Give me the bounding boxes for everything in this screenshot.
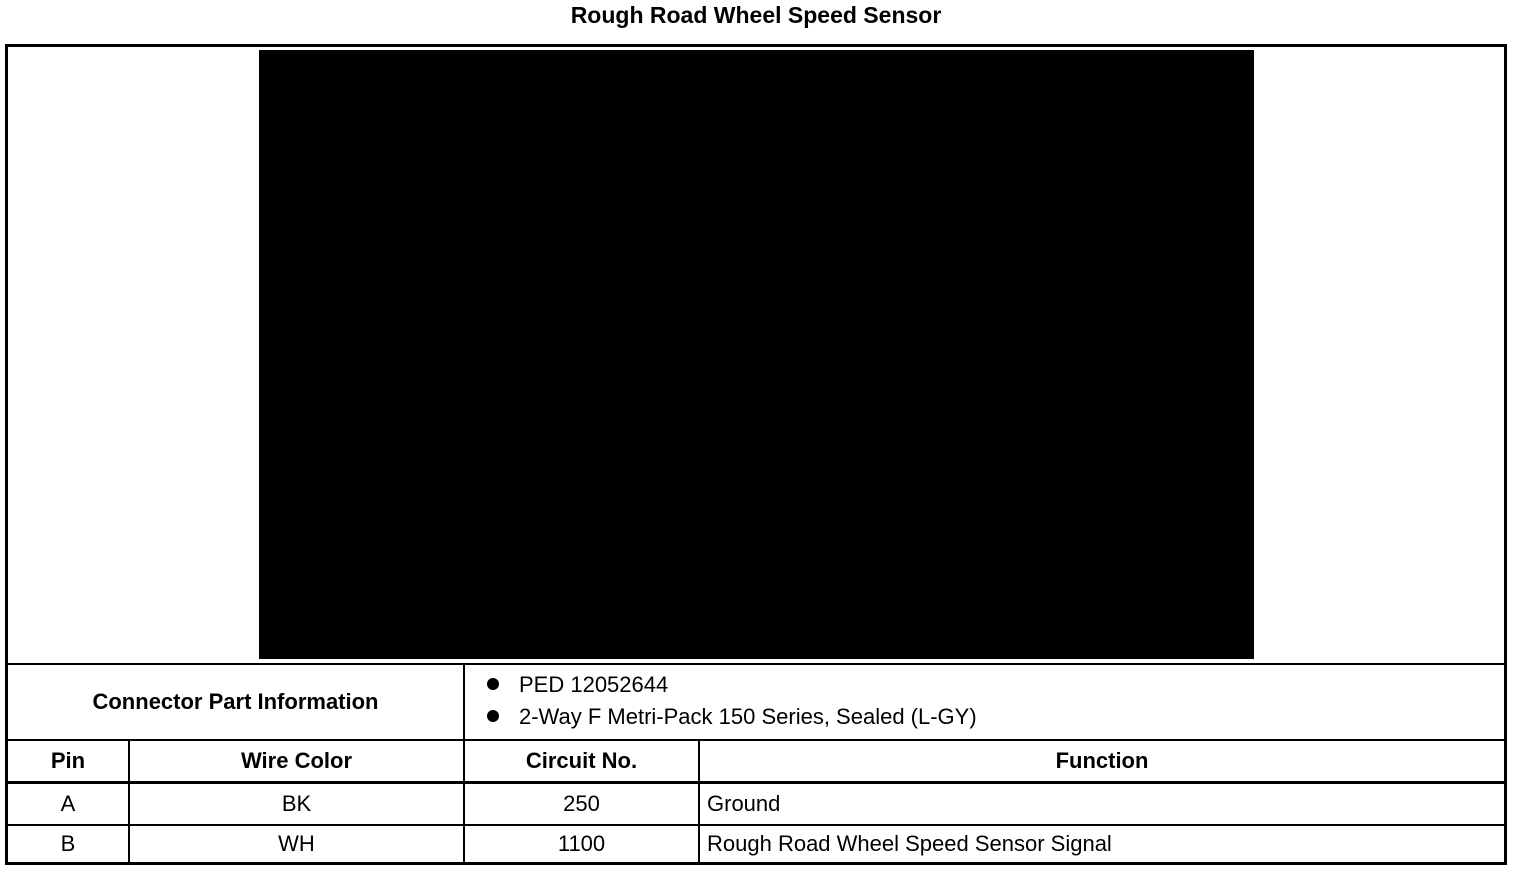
bullet-icon bbox=[487, 678, 499, 690]
connector-sheet bbox=[5, 44, 1507, 865]
cell-pin: A bbox=[60, 791, 76, 816]
header-circuit-no: Circuit No. bbox=[525, 748, 638, 773]
connector-part-information-row bbox=[8, 665, 1504, 741]
cell-function: Rough Road Wheel Speed Sensor Signal bbox=[707, 831, 1112, 856]
table-row bbox=[8, 826, 1504, 862]
cell-wire-color: WH bbox=[278, 831, 315, 856]
document-title: Rough Road Wheel Speed Sensor bbox=[570, 2, 942, 28]
cell-wire-color: BK bbox=[281, 791, 312, 816]
column-divider bbox=[128, 741, 130, 862]
connector-part-text: PED 12052644 bbox=[519, 672, 669, 697]
connector-image bbox=[259, 50, 1254, 659]
header-wire-color: Wire Color bbox=[240, 748, 353, 773]
column-divider bbox=[463, 741, 465, 862]
header-function: Function bbox=[1055, 748, 1149, 773]
header-pin: Pin bbox=[50, 748, 86, 773]
pinout-table bbox=[8, 741, 1504, 862]
connector-part-information-label: Connector Part Information bbox=[8, 665, 465, 739]
connector-part-text: 2-Way F Metri-Pack 150 Series, Sealed (L-GY) bbox=[519, 704, 977, 729]
table-header-row bbox=[8, 741, 1504, 781]
column-divider bbox=[698, 741, 700, 862]
connector-image-area bbox=[8, 47, 1504, 665]
bullet-icon bbox=[487, 710, 499, 722]
cell-circuit-no: 1100 bbox=[557, 831, 606, 856]
connector-part-item bbox=[487, 702, 977, 732]
table-row bbox=[8, 784, 1504, 824]
connector-part-list bbox=[465, 665, 1504, 739]
cell-pin: B bbox=[60, 831, 76, 856]
cell-function: Ground bbox=[707, 791, 781, 816]
connector-part-item bbox=[487, 670, 668, 700]
cell-circuit-no: 250 bbox=[563, 791, 600, 816]
